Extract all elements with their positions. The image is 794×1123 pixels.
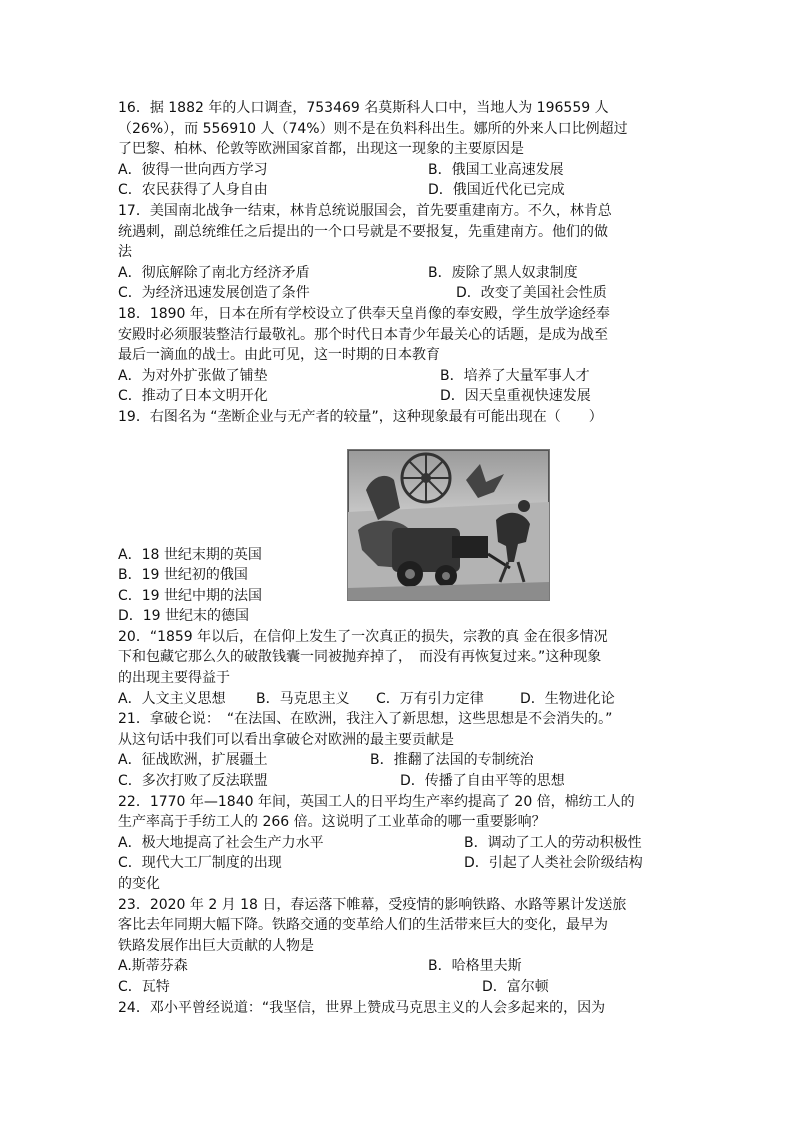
q19-option-a[interactable]: A．18 世纪末期的英国 [118, 546, 262, 563]
q16-option-a[interactable]: A．彼得一世向西方学习 [118, 161, 268, 178]
q22-option-a[interactable]: A．极大地提高了社会生产力水平 [118, 834, 324, 851]
q16-option-d[interactable]: D．俄国近代化已完成 [428, 182, 565, 199]
q17-options-row-2 [118, 283, 678, 304]
q22-option-d[interactable]: D．引起了人类社会阶级结构 [464, 855, 643, 872]
q17-options-row-1 [118, 263, 678, 284]
q16-option-c[interactable]: C．农民获得了人身自由 [118, 182, 268, 199]
q21-stem-line-2: 从这句话中我们可以看出拿破仑对欧洲的最主要贡献是 [118, 731, 454, 748]
q18-options-row-2 [118, 386, 678, 407]
q23-option-a[interactable]: A.斯蒂芬森 [118, 958, 188, 975]
q22-options-row-1 [118, 833, 678, 854]
q17-stem-line-1: 17．美国南北战争一结束，林肯总统说服国会，首先要重建南方。不久，林肯总 [118, 202, 612, 219]
q17-option-b[interactable]: B．废除了黑人奴隶制度 [428, 264, 578, 281]
q16-options-row-1 [118, 160, 678, 181]
q22-stem-line-2: 生产率高于手纺工人的 266 倍。这说明了工业革命的哪一重要影响？ [118, 814, 546, 831]
q22-stem-line-1: 22．1770 年—1840 年间，英国工人的日平均生产率约提高了 20 倍，棉纺工人的 [118, 793, 635, 810]
q21-stem-line-1: 21．拿破仑说： “在法国、在欧洲，我注入了新思想，这些思想是不会消失的。” [118, 711, 613, 728]
q20-stem-line-3: 的出现主要得益于 [118, 670, 230, 687]
q18-option-d[interactable]: D．因天皇重视快速发展 [440, 388, 591, 405]
q21-options-row-2 [118, 771, 678, 792]
q20-option-a[interactable]: A．人文主义思想 [118, 690, 226, 707]
q23-option-b[interactable]: B．哈格里夫斯 [428, 958, 522, 975]
q20-option-b[interactable]: B．马克思主义 [256, 690, 350, 707]
q20-stem-line-2: 下和包藏它那么久的破散钱囊一同被抛弃掉了， 而没有再恢复过来。”这种现象 [118, 649, 602, 666]
q17-stem-line-3: 法 [118, 244, 132, 261]
q16-stem-line-2: （26%），而 556910 人（74%）则不是在负料科出生。娜所的外来人口比例超过 [118, 120, 628, 137]
q20-stem-line-1: 20．“1859 年以后，在信仰上发生了一次真正的损失，宗教的真 金在很多情况 [118, 628, 608, 645]
q22-option-b[interactable]: B．调动了工人的劳动积极性 [464, 834, 642, 851]
q18-option-b[interactable]: B．培养了大量军事人才 [440, 367, 590, 384]
q23-option-d[interactable]: D．富尔顿 [482, 978, 549, 995]
q23-options-row-1 [118, 956, 678, 977]
q23-stem-line-2: 客比去年同期大幅下降。铁路交通的变革给人们的生活带来巨大的变化，最早为 [118, 917, 608, 934]
q21-option-c[interactable]: C．多次打败了反法联盟 [118, 773, 268, 790]
q21-option-a[interactable]: A．征战欧洲，扩展疆土 [118, 752, 268, 769]
q21-option-d[interactable]: D．传播了自由平等的思想 [400, 773, 565, 790]
q17-option-d[interactable]: D．改变了美国社会性质 [456, 285, 607, 302]
q21-options-row-1 [118, 750, 678, 771]
q21-option-b[interactable]: B．推翻了法国的专制统治 [370, 752, 534, 769]
q17-option-c[interactable]: C．为经济迅速发展创造了条件 [118, 285, 310, 302]
q18-options-row-1 [118, 366, 678, 387]
q20-option-d[interactable]: D．生物进化论 [520, 690, 615, 707]
question-list [118, 98, 678, 1018]
q23-stem-line-1: 23．2020 年 2 月 18 日，春运落下帷幕，受疫情的影响铁路、水路等累计发送旅 [118, 896, 627, 913]
q20-options-row [118, 689, 678, 710]
q16-options-row-2 [118, 180, 678, 201]
q23-stem-line-3: 铁路发展作出巨大贡献的人物是 [118, 937, 314, 954]
q23-option-c[interactable]: C．瓦特 [118, 978, 170, 995]
q17-option-a[interactable]: A．彻底解除了南北方经济矛盾 [118, 264, 310, 281]
q22-options-row-2 [118, 853, 678, 874]
q18-stem-line-1: 18．1890 年，日本在所有学校设立了供奉天皇肖像的奉安殿，学生放学途经奉 [118, 305, 610, 322]
q19-stem-line: 19．右图名为 “垄断企业与无产者的较量”，这种现象最有可能出现在（ ） [118, 408, 603, 425]
q18-option-c[interactable]: C．推动了日本文明开化 [118, 388, 268, 405]
q16-stem-line-3: 了巴黎、柏林、伦敦等欧洲国家首都，出现这一现象的主要原因是 [118, 141, 524, 158]
q22-option-c[interactable]: C．现代大工厂制度的出现 [118, 855, 282, 872]
q22-option-d-continued: 的变化 [118, 876, 160, 892]
q24-stem-line-1: 24．邓小平曾经说道：“我坚信，世界上赞成马克思主义的人会多起来的，因为 [118, 999, 606, 1016]
q23-options-row-2 [118, 977, 678, 998]
q18-stem-line-3: 最后一滴血的战士。由此可见，这一时期的日本教育 [118, 347, 440, 364]
q19-option-b[interactable]: B．19 世纪初的俄国 [118, 567, 248, 584]
q20-option-c[interactable]: C．万有引力定律 [376, 690, 484, 707]
q18-stem-line-2: 安殿时必须服装整洁行最敬礼。那个时代日本青少年最关心的话题，是成为战至 [118, 326, 608, 343]
q16-option-b[interactable]: B．俄国工业高速发展 [428, 161, 564, 178]
q18-option-a[interactable]: A．为对外扩张做了铺垫 [118, 367, 268, 384]
q16-stem-line-1: 16．据 1882 年的人口调查，753469 名莫斯科人口中，当地人为 196559 人 [118, 100, 609, 116]
q17-stem-line-2: 统遇刺，副总统维任之后提出的一个口号就是不要报复，先重建南方。他们的做 [118, 223, 608, 240]
q19-option-c[interactable]: C．19 世纪中期的法国 [118, 587, 263, 604]
q19-figure-spacer [118, 428, 678, 545]
q19-option-d[interactable]: D．19 世纪末的德国 [118, 608, 250, 625]
